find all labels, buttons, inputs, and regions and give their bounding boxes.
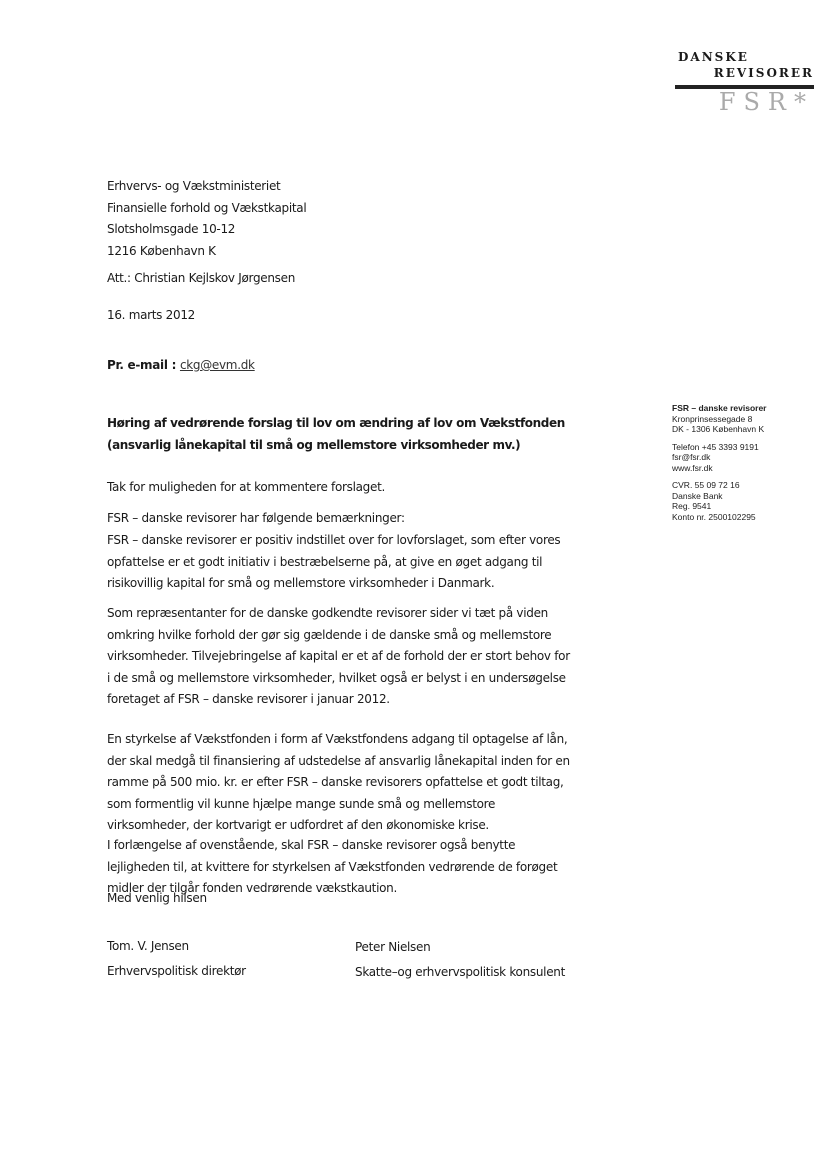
text-line: Som repræsentanter for de danske godkendte revisorer sider vi tæt på viden: [107, 606, 548, 620]
sender-phone: Telefon +45 3393 9191: [672, 441, 759, 452]
paragraph-1: [107, 530, 560, 595]
text-line: ramme på 500 mio. kr. er efter FSR – danske revisorers opfattelse et godt tiltag,: [107, 775, 564, 789]
sender-bank: Danske Bank: [672, 490, 723, 501]
text-line: opfattelse er et godt initiativ i bestræbelserne på, at give en øget adgang til: [107, 554, 543, 569]
subject-line: (ansvarlig lånekapital til små og mellemstore virksomheder mv.): [107, 437, 521, 452]
sender-city: DK - 1306 København K: [672, 424, 765, 434]
address-line: Finansielle forhold og Vækstkapital: [107, 200, 307, 215]
sender-info: [672, 403, 767, 522]
signatory-1: [107, 934, 246, 984]
logo-mark: FSR*: [718, 88, 814, 116]
text-line: omkring hvilke forhold der gør sig gældende i de danske små og mellemstore: [107, 627, 552, 642]
recipient-address: [107, 176, 306, 262]
email-link[interactable]: ckg@evm.dk: [179, 358, 255, 372]
sender-cvr: CVR. 55 09 72 16: [672, 480, 740, 490]
text-line: En styrkelse af Vækstfonden i form af Vækstfondens adgang til optagelse af lån,: [107, 732, 568, 746]
date: 16. marts 2012: [107, 308, 195, 322]
text-line: foretaget af FSR – danske revisorer i januar 2012.: [107, 692, 390, 706]
signatory-title: Erhvervspolitisk direktør: [107, 964, 246, 978]
signatory-name: Peter Nielsen: [355, 940, 431, 954]
sender-konto: Konto nr. 2500102295: [672, 511, 756, 522]
text-line: midler der tilgår fonden vedrørende vækstkaution.: [107, 881, 397, 895]
text-line: der skal medgå til finansiering af udstedelse af ansvarlig lånekapital inden for en: [107, 753, 570, 768]
sender-reg: Reg. 9541: [672, 501, 712, 511]
attention: Att.: Christian Kejlskov Jørgensen: [107, 271, 295, 285]
text-line: virksomheder. Tilvejebringelse af kapital er et af de forhold der er stort behov for: [107, 649, 570, 663]
text-line: virksomheder, der kortvarigt er udfordret af den økonomiske krise.: [107, 818, 489, 832]
signatory-name: Tom. V. Jensen: [107, 939, 189, 953]
closing: Med venlig hilsen: [107, 891, 207, 905]
address-line: Slotsholmsgade 10-12: [107, 222, 236, 236]
logo-line1: DANSKE: [678, 50, 749, 64]
text-line: i de små og mellemstore virksomheder, hvilket også er belyst i en undersøgelse: [107, 670, 566, 685]
sender-address: Kronprinsessegade 8: [672, 413, 753, 424]
sender-email: fsr@fsr.dk: [672, 452, 711, 462]
intro: Tak for muligheden for at kommentere forslaget.: [107, 480, 385, 494]
email-label: Pr. e-mail :: [107, 358, 180, 372]
logo-line2: REVISORER: [713, 66, 814, 80]
text-line: lejligheden til, at kvittere for styrkelsen af Vækstfonden vedrørende de forøget: [107, 859, 558, 874]
intro2: FSR – danske revisorer har følgende bemærkninger:: [107, 511, 405, 525]
signatory-2: [355, 935, 565, 985]
email-line: [107, 355, 255, 377]
subject-line: Høring af vedrørende forslag til lov om ændring af lov om Vækstfonden: [107, 416, 565, 430]
text-line: I forlængelse af ovenstående, skal FSR – danske revisorer også benytte: [107, 838, 516, 852]
text-line: FSR – danske revisorer er positiv indstillet over for lovforslaget, som efter vores: [107, 533, 561, 547]
text-line: som formentlig vil kunne hjælpe mange sunde små og mellemstore: [107, 796, 496, 811]
sender-web: www.fsr.dk: [672, 462, 713, 473]
sender-name: FSR – danske revisorer: [672, 403, 767, 413]
text-line: risikovillig kapital for små og mellemstore virksomheder i Danmark.: [107, 576, 495, 590]
address-line: 1216 København K: [107, 243, 216, 258]
address-line: Erhvervs- og Vækstministeriet: [107, 179, 281, 193]
subject-heading: [107, 413, 565, 456]
signatory-title: Skatte–og erhvervspolitisk konsulent: [355, 965, 565, 979]
paragraph-3: [107, 729, 570, 837]
paragraph-2: [107, 603, 570, 711]
